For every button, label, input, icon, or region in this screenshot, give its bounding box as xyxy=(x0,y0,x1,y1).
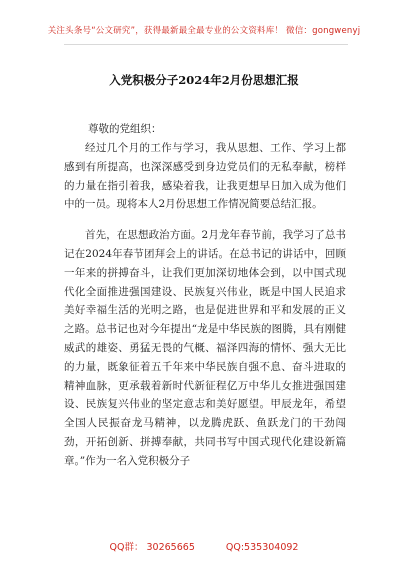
header-note: 关注头条号“公文研究”，获得最新最全最专业的公文资料库！ 微信：gongwenyj xyxy=(47,26,361,36)
salutation: 尊敬的党组织： xyxy=(88,123,162,135)
footer-contact xyxy=(0,539,408,553)
document-body xyxy=(64,139,346,483)
paragraph-2: 首先，在思想政治方面。2月龙年春节前，我学习了总书记在2024年春节团拜会上的讲话。在总书记的讲话中，回顾一年来的拼搏奋斗，让我们更加深切地体会到，以中国式现代化全面推进强国建设、民族复兴伟业，既是中国人民追求美好幸福生活的光明之路，也是促进世界和平和发展的正义之路。总书记也对今年提出“龙是中华民族的图腾，具有刚健威武的雄姿、勇猛无畏的气概、福泽四海的情怀、强大无比的力量，既象征着五千年来中华民族自强不息、奋斗进取的精神血脉，更承载着新时代新征程亿万中华儿女推进强国建设、民族复兴伟业的坚定意志和美好愿望。甲辰龙年，希望全国人民振奋龙马精神，以龙腾虎跃、鱼跃龙门的干劲闯劲，开拓创新、拼搏奉献，共同书写中国式现代化建设新篇章。”作为一名入党积极分子 xyxy=(64,229,346,467)
footer-qq-group: QQ群： 30265665 xyxy=(109,542,195,553)
footer-qq-number: QQ:535304092 xyxy=(225,542,299,553)
header-divider xyxy=(64,44,348,45)
document-title: 入党积极分子2024年2月份思想汇报 xyxy=(109,73,299,87)
paragraph-1: 经过几个月的工作与学习，我从思想、工作、学习上都感到有所提高，也深深感受到身边党员们的无私奉献，榜样的力量在指引着我，感染着我，让我更想早日加入成为他们中的一员。现将本人2月份思想工作情况简要总结汇报。 xyxy=(64,142,346,211)
